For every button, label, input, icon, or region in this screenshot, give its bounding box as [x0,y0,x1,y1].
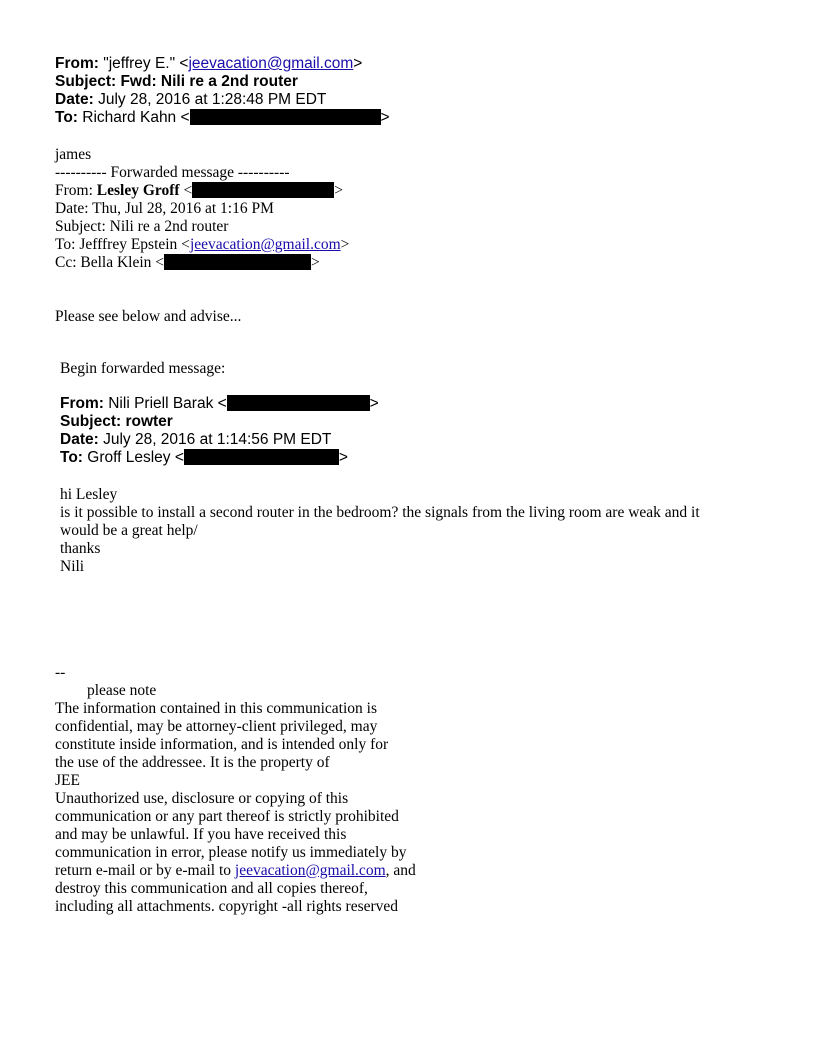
disclaimer-line: constitute inside information, and is intended only for [55,736,389,753]
fwd-to: To: Jefffrey Epstein <jeevacation@gmail.com> [55,236,350,253]
disclaimer-line: and may be unlawful. If you have received this [55,826,347,843]
signature-dashes: -- [55,664,66,681]
fwd-from: From: Lesley Groff < > [55,182,343,199]
disclaimer-line: JEE [55,772,80,789]
please-note: please note [87,682,157,699]
inner-from: From: Nili Priell Barak < > [60,395,379,412]
inner-date: Date: July 28, 2016 at 1:14:56 PM EDT [60,431,332,448]
redaction-bar [190,109,381,125]
disclaimer-line: destroy this communication and all copies thereof, [55,880,368,897]
disclaimer-line: The information contained in this communication is [55,700,377,717]
fwd-to-email-link[interactable]: jeevacation@gmail.com [189,236,341,253]
disclaimer-line: communication in error, please notify us immediately by [55,844,407,861]
disclaimer-email-link[interactable]: jeevacation@gmail.com [234,862,386,879]
inner-msg-line-2: would be a great help/ [60,522,198,539]
forward-divider: ---------- Forwarded message ---------- [55,164,290,181]
header-date: Date: July 28, 2016 at 1:28:48 PM EDT [55,91,327,108]
redaction-bar [227,395,370,411]
fwd-cc: Cc: Bella Klein < > [55,254,320,271]
inner-signature: Nili [60,558,85,575]
inner-subject: Subject: rowter [60,413,173,430]
redaction-bar [192,182,334,198]
disclaimer-line: including all attachments. copyright -all rights reserved [55,898,399,915]
disclaimer-line: Unauthorized use, disclosure or copying of this [55,790,349,807]
fwd-subject: Subject: Nili re a 2nd router [55,218,229,235]
redaction-bar [164,254,311,270]
advise-text: Please see below and advise... [55,308,242,325]
inner-to: To: Groff Lesley < > [60,449,348,466]
header-subject: Subject: Fwd: Nili re a 2nd router [55,73,298,90]
disclaimer-line: the use of the addressee. It is the property of [55,754,330,771]
fwd-date: Date: Thu, Jul 28, 2016 at 1:16 PM [55,200,274,217]
from-email-link[interactable]: jeevacation@gmail.com [188,55,354,72]
disclaimer-line: confidential, may be attorney-client privileged, may [55,718,378,735]
begin-forwarded: Begin forwarded message: [60,360,226,377]
header-from: From: "jeffrey E." <jeevacation@gmail.com> [55,55,363,72]
greeting: james [55,146,92,163]
redaction-bar [184,449,339,465]
inner-thanks: thanks [60,540,101,557]
disclaimer-line: return e-mail or by e-mail to jeevacation@gmail.com, and [55,862,416,879]
inner-msg-line-1: is it possible to install a second router in the bedroom? the signals from the living room are weak and it [60,504,700,521]
disclaimer-line: communication or any part thereof is strictly prohibited [55,808,399,825]
header-to: To: Richard Kahn < > [55,109,390,126]
inner-greeting: hi Lesley [60,486,118,503]
